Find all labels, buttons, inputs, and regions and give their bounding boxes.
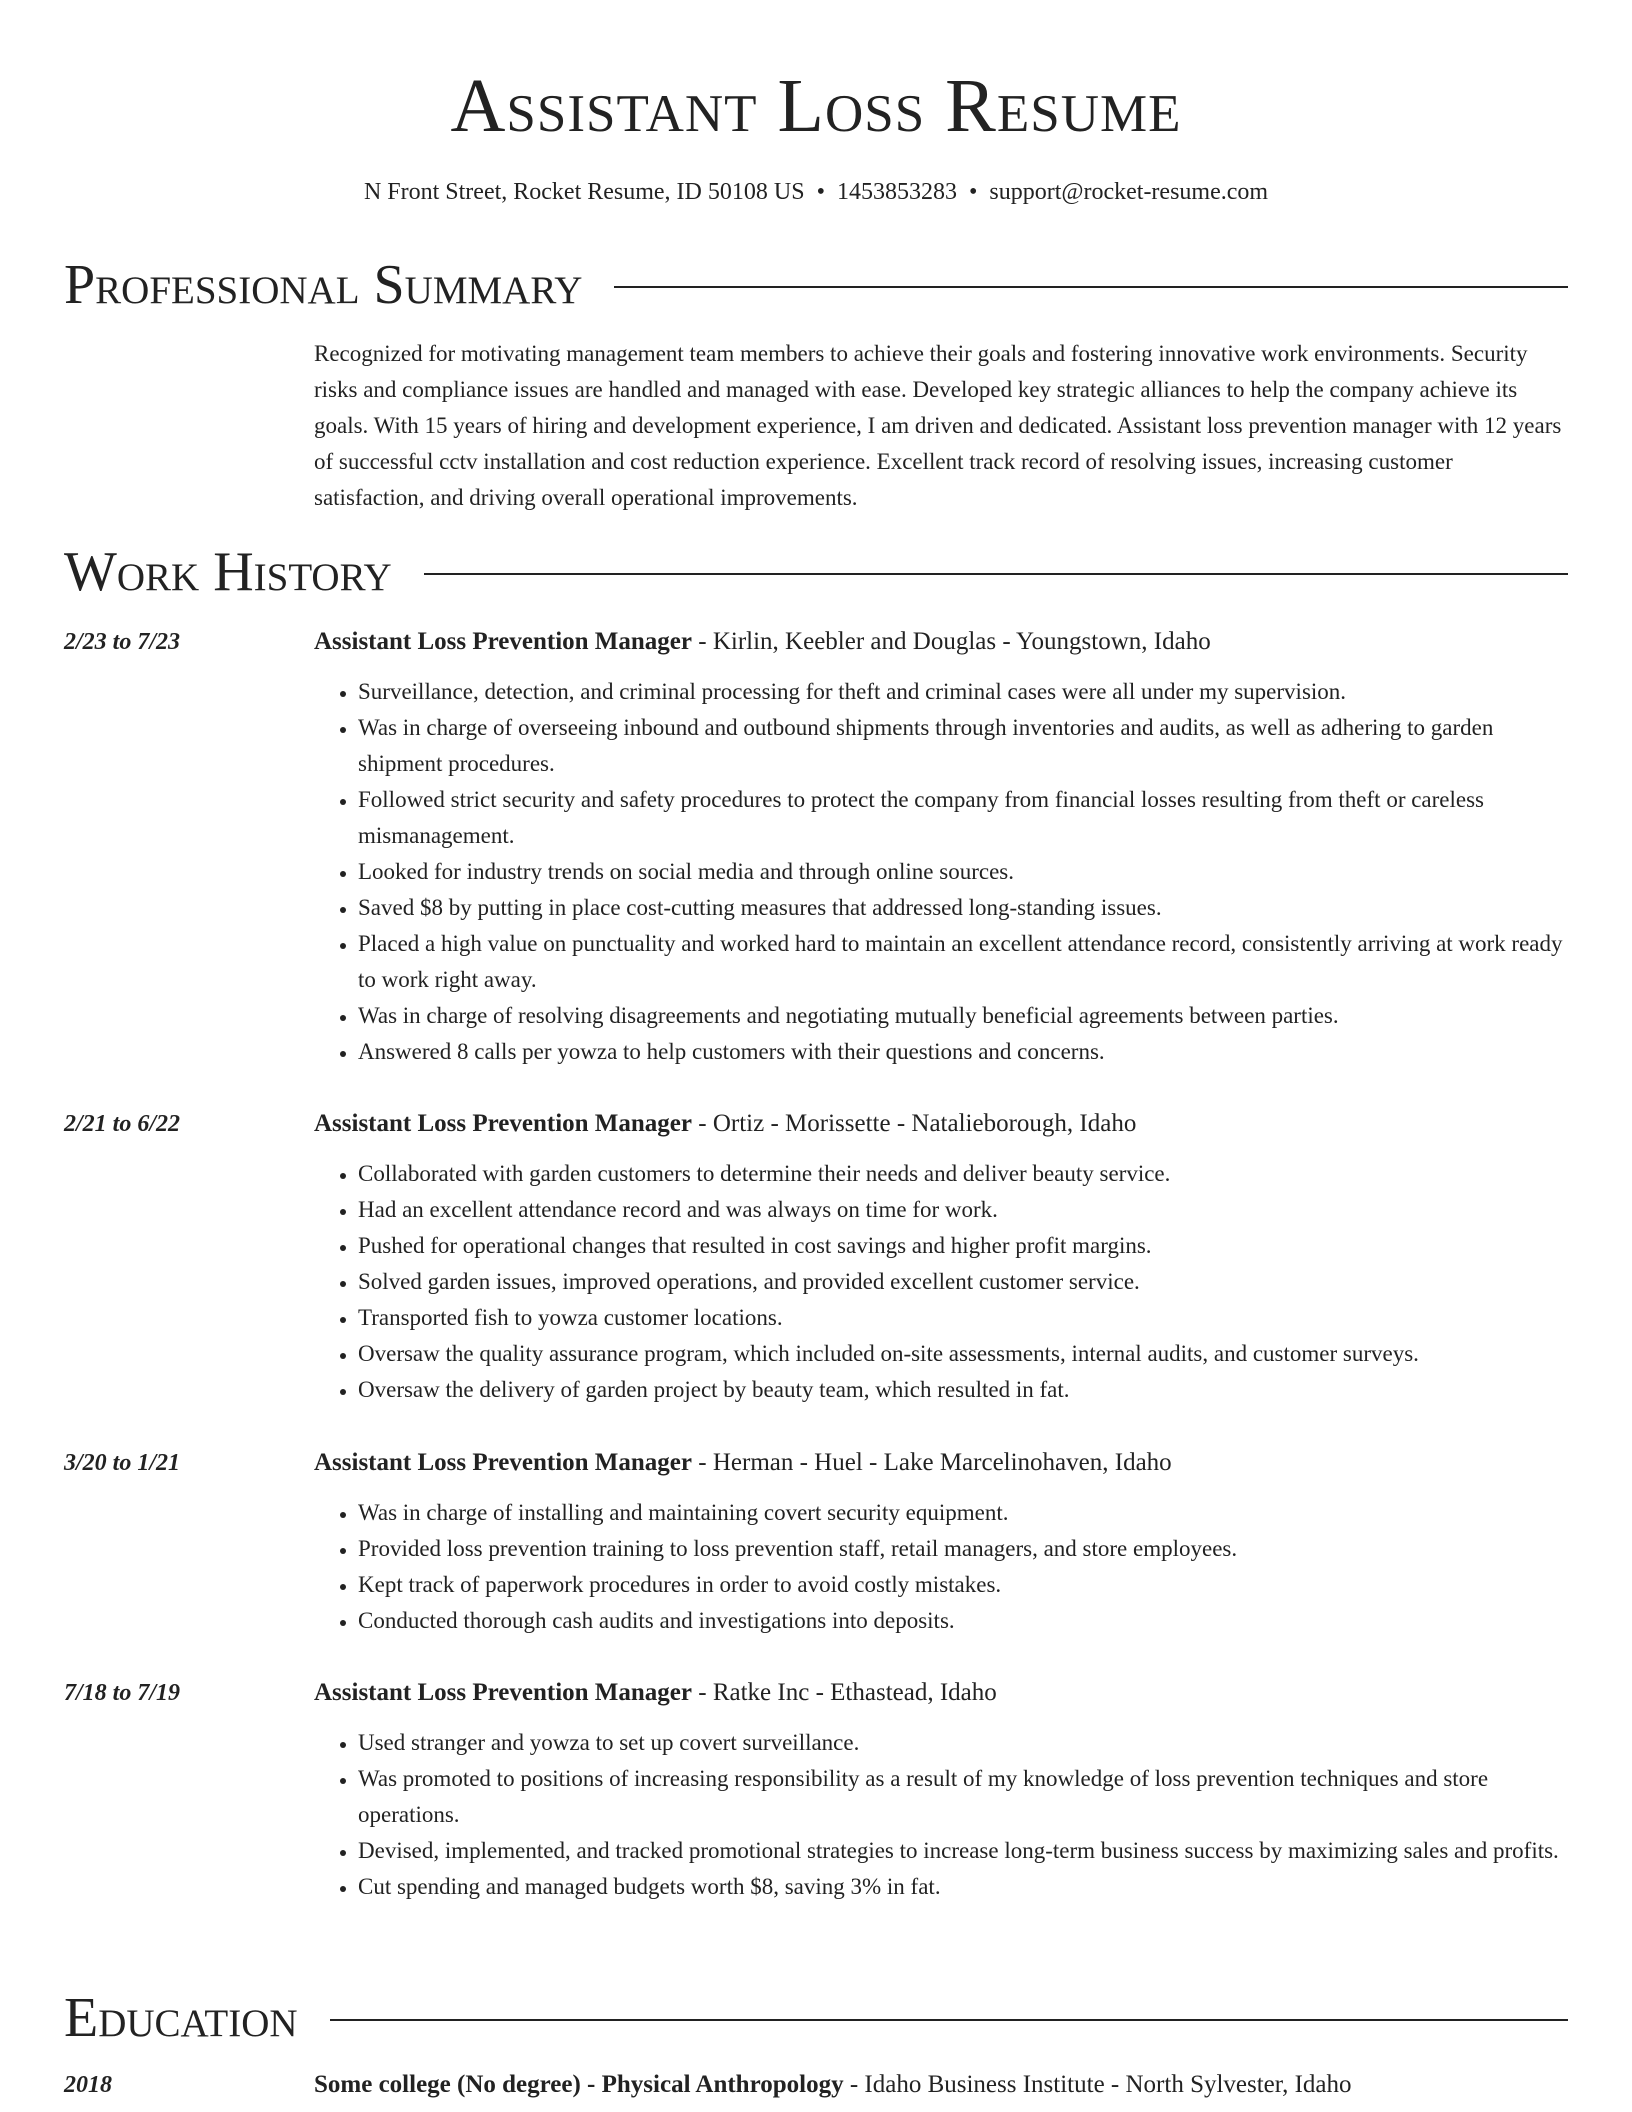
job-bullets [64, 1725, 1568, 1905]
job-bullets [64, 1156, 1568, 1408]
education-year: 2018 [64, 2071, 112, 2098]
job-bullet: • Used stranger and yowza to set up covert surveillance. [358, 1725, 1568, 1761]
job-bullet: • Had an excellent attendance record and was always on time for work. [358, 1192, 1568, 1228]
education-entry [64, 2065, 1568, 2105]
section-divider [424, 573, 1568, 575]
job-details: - Ortiz - Morissette - Natalieborough, Idaho [692, 1110, 1137, 1137]
section-divider [614, 286, 1568, 288]
job-title-line [314, 1449, 1172, 1477]
job-entry [64, 1673, 1568, 1905]
job-entry [64, 622, 1568, 1070]
education-heading: Education [64, 1987, 298, 2049]
job-title-line [314, 1679, 997, 1707]
address: N Front Street, Rocket Resume, ID 50108 US [363, 179, 805, 205]
job-title: Assistant Loss Prevention Manager [314, 1449, 693, 1476]
contact-separator: • [816, 179, 825, 205]
job-entry [64, 1443, 1568, 1639]
job-bullet: • Kept track of paperwork procedures in order to avoid costly mistakes. [358, 1567, 1568, 1603]
contact-separator: • [968, 179, 978, 205]
education-details: - Idaho Business Institute - North Sylvester, Idaho [843, 2071, 1352, 2098]
job-bullet: • Saved $8 by putting in place cost-cutting measures that addressed long-standing issues. [358, 890, 1568, 926]
job-bullet: • Provided loss prevention training to loss prevention staff, retail managers, and store employees. [358, 1531, 1568, 1567]
job-title-line [314, 1110, 1136, 1138]
job-bullet: • Was in charge of overseeing inbound and outbound shipments through inventories and audits, as well as adhering to garden shipment procedures. [358, 710, 1568, 782]
section-divider [330, 2019, 1568, 2021]
job-dates: 2/23 to 7/23 [64, 628, 181, 655]
contact-line [0, 172, 1632, 212]
job-bullet: • Was in charge of resolving disagreements and negotiating mutually beneficial agreements between parties. [358, 998, 1568, 1034]
job-details: - Kirlin, Keebler and Douglas - Youngstown, Idaho [692, 628, 1211, 655]
job-title-line [314, 628, 1211, 656]
work-section-header [64, 537, 1568, 607]
job-bullet: • Devised, implemented, and tracked promotional strategies to increase long-term business success by maximizing sales and profits. [358, 1833, 1568, 1869]
job-title: Assistant Loss Prevention Manager [314, 1110, 693, 1137]
job-bullet: • Was in charge of installing and maintaining covert security equipment. [358, 1495, 1568, 1531]
job-dates: 3/20 to 1/21 [64, 1449, 181, 1476]
job-bullet: • Solved garden issues, improved operations, and provided excellent customer service. [358, 1264, 1568, 1300]
job-bullet: • Cut spending and managed budgets worth $8, saving 3% in fat. [358, 1869, 1568, 1905]
summary-heading: Professional Summary [64, 254, 583, 316]
job-bullet: • Oversaw the quality assurance program, which included on-site assessments, internal audits, and customer surveys. [358, 1336, 1568, 1372]
job-entry [64, 1104, 1568, 1408]
job-bullet: • Transported fish to yowza customer locations. [358, 1300, 1568, 1336]
job-details: - Herman - Huel - Lake Marcelinohaven, Idaho [692, 1449, 1172, 1476]
email: support@rocket-resume.com [989, 179, 1269, 205]
job-dates: 2/21 to 6/22 [64, 1110, 181, 1137]
job-dates: 7/18 to 7/19 [64, 1679, 181, 1706]
job-bullet: • Answered 8 calls per yowza to help customers with their questions and concerns. [358, 1034, 1568, 1070]
job-bullet: • Followed strict security and safety procedures to protect the company from financial losses resulting from theft or careless mismanagement. [358, 782, 1568, 854]
job-bullet: • Conducted thorough cash audits and investigations into deposits. [358, 1603, 1568, 1639]
education-section-header [64, 1983, 1568, 2053]
job-title: Assistant Loss Prevention Manager [314, 1679, 693, 1706]
job-bullets [64, 674, 1568, 1070]
summary-section-header [64, 250, 1568, 320]
job-bullet: • Collaborated with garden customers to determine their needs and deliver beauty service. [358, 1156, 1568, 1192]
education-degree: Some college (No degree) - Physical Anthropology [314, 2071, 844, 2098]
summary-text: Recognized for motivating management team members to achieve their goals and fostering innovative work environments. Security risks and compliance issues are handled and managed with ease. Developed key strategic alliances to help the company achieve its goals. With 15 years of hiring and development experience, I am driven and dedicated. Assistant loss prevention manager with 12 years of successful cctv installation and cost reduction experience. Excellent track record of resolving issues, increasing customer satisfaction, and driving overall operational improvements. [314, 341, 1562, 510]
phone: 1453853283 [836, 179, 957, 205]
job-bullet: • Oversaw the delivery of garden project by beauty team, which resulted in fat. [358, 1372, 1568, 1408]
education-line [314, 2071, 1352, 2099]
job-title: Assistant Loss Prevention Manager [314, 628, 693, 655]
job-bullet: • Pushed for operational changes that resulted in cost savings and higher profit margins. [358, 1228, 1568, 1264]
job-bullet: • Surveillance, detection, and criminal processing for theft and criminal cases were all under my supervision. [358, 674, 1568, 710]
job-bullet: • Placed a high value on punctuality and worked hard to maintain an excellent attendance record, consistently arriving at work ready to work right away. [358, 926, 1568, 998]
job-bullets [64, 1495, 1568, 1639]
work-heading: Work History [64, 541, 392, 603]
job-bullet: • Looked for industry trends on social media and through online sources. [358, 854, 1568, 890]
resume-title: Assistant Loss Resume [450, 64, 1182, 148]
job-bullet: • Was promoted to positions of increasing responsibility as a result of my knowledge of loss prevention techniques and store operations. [358, 1761, 1568, 1833]
job-details: - Ratke Inc - Ethastead, Idaho [692, 1679, 997, 1706]
